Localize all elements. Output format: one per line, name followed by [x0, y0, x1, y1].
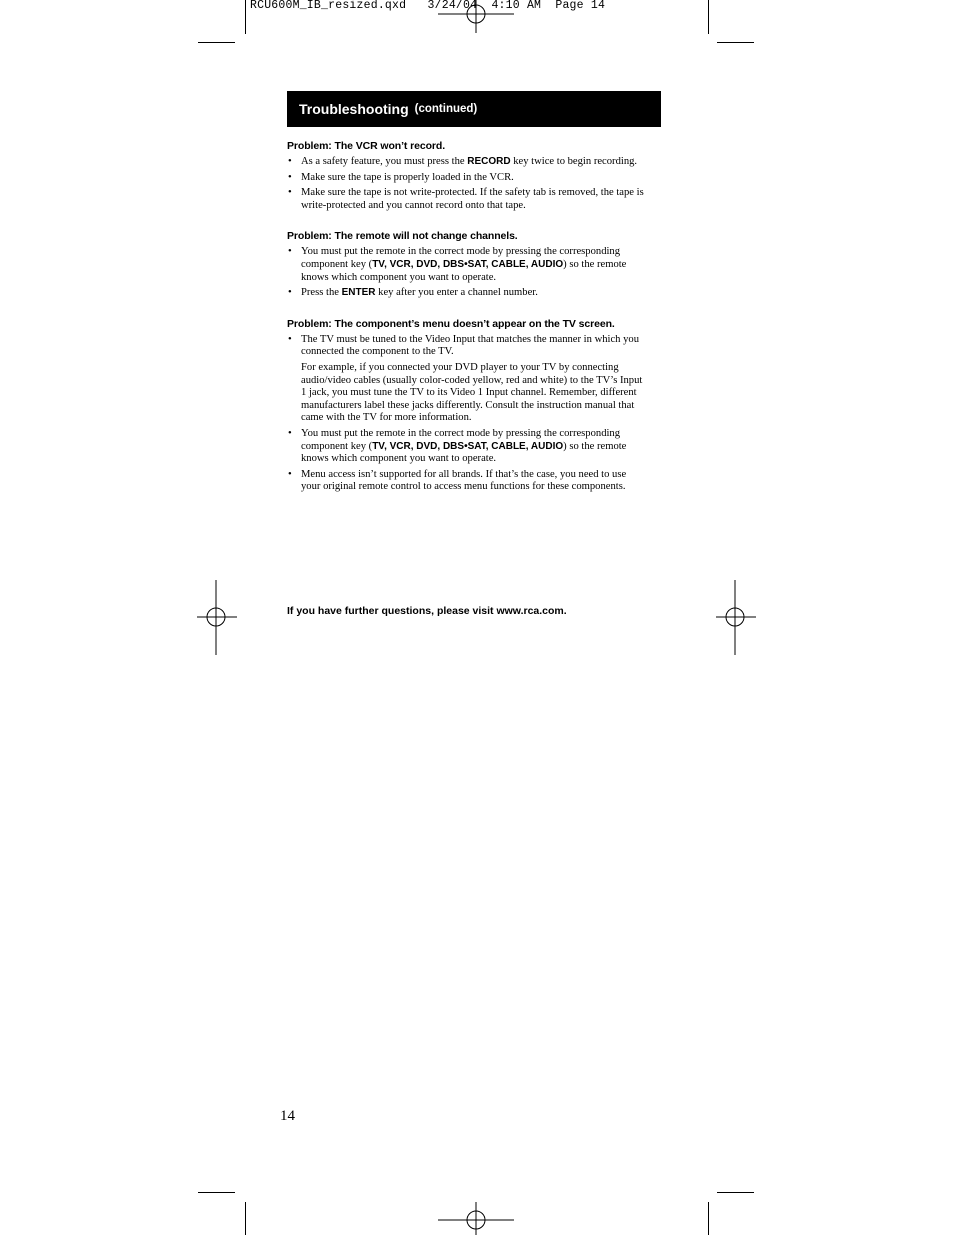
- solution-item: [287, 172, 647, 185]
- crop-mark: [198, 42, 235, 43]
- solution-text-segment: Press the: [301, 287, 342, 299]
- solution-text-segment: ) so the remote knows which component you want to operate.: [301, 440, 627, 465]
- print-slug: RCU600M_IB_resized.qxd 3/24/04 4:10 AM Page 14: [250, 0, 606, 12]
- crop-mark: [717, 42, 754, 43]
- solution-text-segment: key twice to begin recording.: [510, 156, 638, 167]
- solution-list: [287, 246, 647, 299]
- key-name: ENTER: [341, 287, 376, 299]
- crop-mark: [717, 1192, 754, 1193]
- solution-text-segment: As a safety feature, you must press the: [301, 156, 468, 167]
- solution-text-segment: Make sure the tape is properly loaded in the VCR.: [301, 171, 514, 183]
- registration-mark-bottom-icon: [438, 1200, 516, 1235]
- solution-list: [287, 156, 647, 212]
- solution-text: [301, 428, 647, 466]
- solution-item: [287, 156, 647, 169]
- crop-mark: [198, 1192, 235, 1193]
- page-number: 14: [280, 1108, 295, 1124]
- solution-text: [301, 469, 647, 494]
- solution-text: [301, 172, 647, 185]
- solution-text: [301, 246, 647, 284]
- solution-item: [287, 246, 647, 284]
- solution-example-text: For example, if you connected your DVD player to your TV by connecting audio/video cables (usually color-coded yellow, red and white) to the TV’s Input 1 jack, you must tune the TV to its Video 1 Input channel. Remember, different manufacturers label these jacks differently. Consult the instruction manual that came with the TV for more information.: [301, 361, 643, 424]
- solution-text-segment: You must put the remote in the correct mode by pressing the corresponding component key (: [301, 427, 621, 452]
- solution-text-segment: The TV must be tuned to the Video Input that matches the manner in which you connected the component to the TV.: [301, 333, 640, 358]
- solution-list: [287, 334, 647, 494]
- section-title: Troubleshooting: [299, 101, 409, 117]
- crop-mark: [708, 1202, 709, 1235]
- crop-mark: [245, 1202, 246, 1235]
- solution-item: [287, 428, 647, 466]
- solution-item: [287, 334, 647, 425]
- solution-text: [301, 334, 647, 359]
- problem-heading: Problem: The VCR won’t record.: [287, 140, 446, 152]
- key-name: RECORD: [467, 156, 511, 167]
- solution-text-segment: Make sure the tape is not write-protected. If the safety tab is removed, the tape is write-protected and you cannot record onto that tape.: [301, 187, 644, 211]
- solution-text: [301, 156, 647, 169]
- solution-text: [301, 187, 647, 212]
- key-name: TV, VCR, DVD, DBS•SAT, CABLE, AUDIO: [372, 258, 564, 270]
- solution-text-segment: You must put the remote in the correct mode by pressing the corresponding component key (: [301, 246, 621, 270]
- section-title-continued: (continued): [414, 103, 478, 115]
- solution-text: [301, 287, 647, 300]
- registration-mark-right-icon: [716, 580, 756, 655]
- solution-text-segment: Menu access isn’t supported for all brands. If that’s the case, you need to use your original remote control to access menu functions for these components.: [301, 468, 627, 493]
- crop-mark: [245, 0, 246, 34]
- registration-mark-left-icon: [197, 580, 237, 655]
- crop-mark: [708, 0, 709, 34]
- solution-text-segment: key after you enter a channel number.: [375, 287, 538, 299]
- solution-item: [287, 469, 647, 494]
- further-questions-note: If you have further questions, please visit www.rca.com.: [287, 605, 567, 617]
- solution-text-segment: ) so the remote knows which component you want to operate.: [301, 258, 627, 283]
- problem-heading: Problem: The remote will not change channels.: [287, 230, 518, 243]
- solution-item: [287, 187, 647, 212]
- section-header-bar: [287, 91, 661, 127]
- problem-heading: Problem: The component’s menu doesn’t appear on the TV screen.: [287, 317, 615, 330]
- troubleshooting-content: [287, 140, 647, 512]
- registration-mark-top-icon: [438, 0, 516, 34]
- key-name: TV, VCR, DVD, DBS•SAT, CABLE, AUDIO: [372, 440, 564, 452]
- solution-item: [287, 287, 647, 300]
